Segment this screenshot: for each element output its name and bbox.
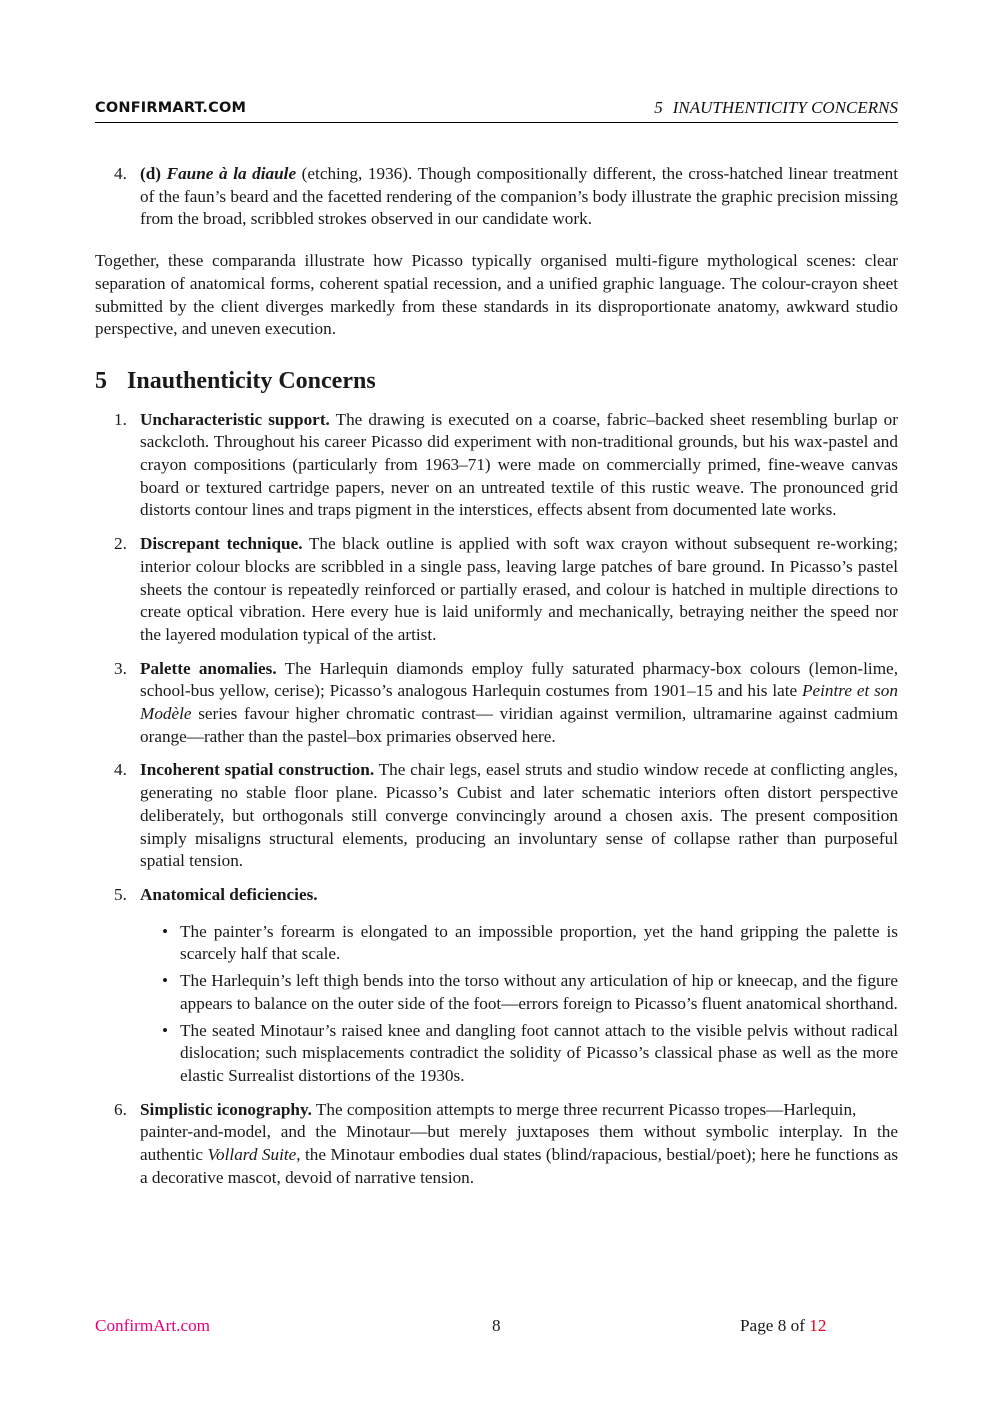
bullet-icon: • <box>162 1020 169 1040</box>
list-item <box>140 970 898 1015</box>
concern-item <box>95 658 898 749</box>
item-body: The drawing is executed on a coarse, fabric–backed sheet resembling burlap or sackcloth. Throughout his career Picasso did experiment with non-traditional grounds, but his wax-pastel and crayon compositions (particularly from 1963–71) were made on commercially primed, fine-weave canvas board or textured cartridge papers, never on an untreated textile of this rustic weave. The pronounced grid distorts contour lines and traps pigment in the interstices, effects absent from documented late works. <box>140 409 898 520</box>
item-body-end: series favour higher chromatic contrast— viridian against vermilion, ultramarine against cadmium orange—rather than the pastel–box primaries observed here. <box>140 704 898 746</box>
running-head <box>654 98 898 118</box>
concern-item <box>95 533 898 647</box>
footer-site-link[interactable]: ConfirmArt.com <box>95 1316 211 1335</box>
item-label: (d) <box>140 164 162 183</box>
page-total-link[interactable]: 12 <box>809 1316 827 1335</box>
item-italic-title: Peintre et son Modèle <box>140 681 898 724</box>
item-title: Anatomical deficiencies. <box>140 884 318 904</box>
running-head-section-title: INAUTHENTICITY CONCERNS <box>672 98 898 117</box>
item-body-end: , the Minotaur embodies dual states (blind/rapacious, bestial/poet); here he functions as a decorative mascot, devoid of narrative tension. <box>140 1145 899 1187</box>
item-text <box>140 163 898 231</box>
concern-item <box>95 759 898 873</box>
item-title: Simplistic iconography. <box>140 1099 312 1119</box>
item-title: Incoherent spatial construction. <box>140 760 375 780</box>
item-title: Uncharacteristic support. <box>140 409 330 429</box>
item-body: The Harlequin diamonds employ fully saturated pharmacy-box colours (lemon-lime, school-bus yellow, cerise); Picasso’s analogous Harlequin costumes from 1901–15 and his late <box>140 658 898 701</box>
item-body: (etching, 1936). Though compositionally different, the cross-hatched linear treatment of the faun’s beard and the facetted rendering of the companion’s body illustrate the graphic precision missing from the broad, scribbled strokes observed in our candidate work. <box>140 164 899 229</box>
item-number: 5. <box>114 884 127 904</box>
item-text <box>140 409 898 523</box>
footer-page-number: 8 <box>492 1316 501 1335</box>
confirmart-logo[interactable]: CONFIRMART.COM <box>95 100 247 116</box>
item-text <box>140 1121 898 1189</box>
item-body-cont: painter-and-model, and the Minotaur—but merely juxtaposes them without symbolic interplay. In the authentic <box>140 1122 898 1165</box>
item-number: 2. <box>114 534 127 554</box>
concern-item <box>95 1099 898 1190</box>
bullet-icon: • <box>162 921 169 941</box>
running-head-section-number: 5 <box>654 98 663 117</box>
item-title: Discrepant technique. <box>140 534 303 554</box>
bullet-icon: • <box>162 971 169 991</box>
section-heading <box>95 367 898 394</box>
item-number: 4. <box>114 164 127 183</box>
section-title: Inauthenticity Concerns <box>127 367 376 394</box>
page-header <box>95 96 898 123</box>
concern-item <box>95 409 898 523</box>
list-item <box>140 1020 898 1088</box>
list-item <box>140 921 898 966</box>
item-text <box>140 533 898 647</box>
item-number: 1. <box>114 409 127 429</box>
item-number: 3. <box>114 658 127 678</box>
section-number: 5 <box>95 367 107 394</box>
summary-paragraph: Together, these comparanda illustrate how Picasso typically organised multi-figure mythological scenes: clear separation of anatomical forms, coherent spatial recession, and a unified graphic language. The colour-crayon sheet submitted by the client diverges markedly from these standards in its disproportionate anatomy, awkward studio perspective, and uneven execution. <box>95 251 898 339</box>
bullet-list <box>140 921 898 1088</box>
page-content <box>95 163 898 1200</box>
list-item-text: The painter’s forearm is elongated to an impossible proportion, yet the hand gripping the palette is scarcely half that scale. <box>180 921 898 964</box>
item-number: 4. <box>114 760 127 780</box>
item-body: The composition attempts to merge three recurrent Picasso tropes—Harlequin, <box>311 1099 857 1119</box>
page-prefix: Page 8 of <box>740 1316 810 1335</box>
comparandum-item-d <box>95 163 898 231</box>
item-text <box>140 759 898 873</box>
item-italic-title: Vollard Suite <box>207 1145 297 1165</box>
item-text <box>140 658 898 749</box>
concern-item <box>95 884 898 1088</box>
item-body: The chair legs, easel struts and studio window recede at conflicting angles, generating no stable floor plane. Picasso’s Cubist and later schematic interiors often distort perspective deliberately, but orthogonals still converge convincingly around a chosen axis. The present composition simply misaligns structural elements, producing an involuntary sense of collapse rather than purposeful spatial tension. <box>140 760 898 871</box>
list-item-text: The seated Minotaur’s raised knee and dangling foot cannot attach to the visible pelvis without radical dislocation; such misplacements contradict the solidity of Picasso’s classical phase as well as the more elastic Surrealist distortions of the 1930s. <box>180 1020 898 1085</box>
item-title: Palette anomalies. <box>140 658 277 678</box>
item-number: 6. <box>114 1099 127 1119</box>
footer-page-count <box>740 1316 826 1336</box>
list-item-text: The Harlequin’s left thigh bends into the torso without any articulation of hip or kneecap, and the figure appears to balance on the outer side of the foot—errors foreign to Picasso’s fluent anatomical shorthand. <box>180 971 898 1013</box>
page-footer <box>95 1316 898 1340</box>
item-text <box>140 884 898 907</box>
item-body: The black outline is applied with soft wax crayon without subsequent re-working; interior colour blocks are scribbled in a single pass, leaving large patches of bare ground. In Picasso’s pastel sheets the contour is repeatedly reinforced or partially erased, and colour is hatched in multiple directions to create optical vibration. Here every hue is laid uniformly and mechanically, betraying neither the speed nor the layered modulation typical of the artist. <box>140 534 898 644</box>
item-first-line <box>140 1099 971 1122</box>
item-title: Faune à la diaule <box>166 164 297 183</box>
